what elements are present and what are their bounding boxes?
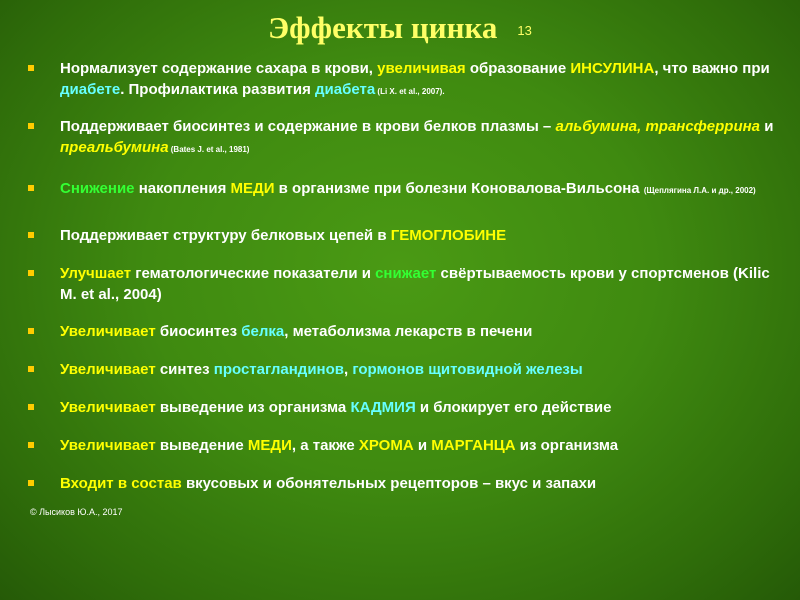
item-text-segment: гематологические показатели и [131,265,376,282]
item-text-segment: в организме при болезни Коновалова-Вильсона [274,180,644,197]
item-text-segment: снижает [375,265,437,282]
citation: (Щеплягина Л.А. и др., 2002) [643,186,756,195]
item-text-segment: , что важно при [654,60,770,77]
list-item [28,473,790,494]
item-text-segment: Увеличивает [60,437,156,454]
citation: (Li X. et al., 2007). [375,87,445,96]
bullet-icon [28,270,34,276]
item-text-segment: увеличивая [377,60,466,77]
bullet-icon [28,442,34,448]
item-text-segment: выведение [155,437,248,454]
item-text-segment: , [344,361,353,378]
item-text-segment: МЕДИ [230,180,275,197]
item-text-segment: Нормализует содержание сахара в крови, [60,60,378,77]
item-text-segment: , а также [291,437,359,454]
list-item [28,321,790,342]
item-text-segment: образование [465,60,571,77]
item-text-segment: накопления [134,180,231,197]
list-item [28,58,790,102]
item-text-segment: , метаболизма лекарств в печени [284,323,533,340]
item-text-segment: биосинтез [155,323,242,340]
bullet-icon [28,404,34,410]
item-text-segment: Увеличивает [60,323,156,340]
item-text-segment: и блокирует его действие [415,399,612,416]
bullet-icon [28,480,34,486]
item-text-segment: Улучшает [60,265,132,282]
slide-title-text: Эффекты цинка [268,10,498,45]
item-text-segment: гормонов щитовидной железы [352,361,583,378]
list-item [28,359,790,380]
item-text-segment: вкусовых и обонятельных рецепторов – вкус и запахи [181,475,597,492]
list-item [28,397,790,418]
item-text-segment: Увеличивает [60,399,156,416]
bullet-icon [28,366,34,372]
item-text-segment: выведение из организма [155,399,351,416]
item-text-segment: преальбумина [60,139,169,156]
item-text-segment: диабете [60,81,121,98]
item-text-segment: . Профилактика развития [120,81,316,98]
bullet-icon [28,232,34,238]
bullet-icon [28,65,34,71]
list-item [28,178,790,201]
item-text-segment: и [413,437,432,454]
item-text-segment: КАДМИЯ [350,399,416,416]
item-text-segment: МЕДИ [247,437,292,454]
copyright-note: © Лысиков Ю.А., 2017 [30,507,123,517]
item-text-segment: белка [241,323,285,340]
bullet-icon [28,185,34,191]
list-item [28,263,790,305]
item-text-segment: Снижение [60,180,135,197]
item-text-segment: ГЕМОГЛОБИНЕ [390,227,507,244]
item-text-segment: ХРОМА [358,437,414,454]
item-text-segment: альбумина, трансферрина [555,118,761,135]
bullet-icon [28,328,34,334]
item-text-segment: МАРГАНЦА [431,437,516,454]
list-item [28,435,790,456]
list-item [28,116,790,160]
bullet-icon [28,123,34,129]
slide-number: 13 [517,23,532,39]
item-text-segment: и [760,118,774,135]
item-text-segment: Поддерживает биосинтез и содержание в крови белков плазмы – [60,118,556,135]
item-text-segment: ИНСУЛИНА [570,60,655,77]
item-text-segment: Входит в состав [60,475,182,492]
citation: (Bates J. et al., 1981) [168,145,250,154]
item-text-segment: свёртываемость крови у спортсменов (Kilic M. et al., 2004) [60,265,770,303]
item-text-segment: Увеличивает [60,361,156,378]
item-text-segment: диабета [315,81,376,98]
slide-title [0,10,800,46]
item-text-segment: простагландинов [213,361,344,378]
item-text-segment: из организма [515,437,619,454]
item-text-segment: Поддерживает структуру белковых цепей в [60,227,391,244]
item-text-segment: синтез [155,361,214,378]
list-item [28,225,790,246]
